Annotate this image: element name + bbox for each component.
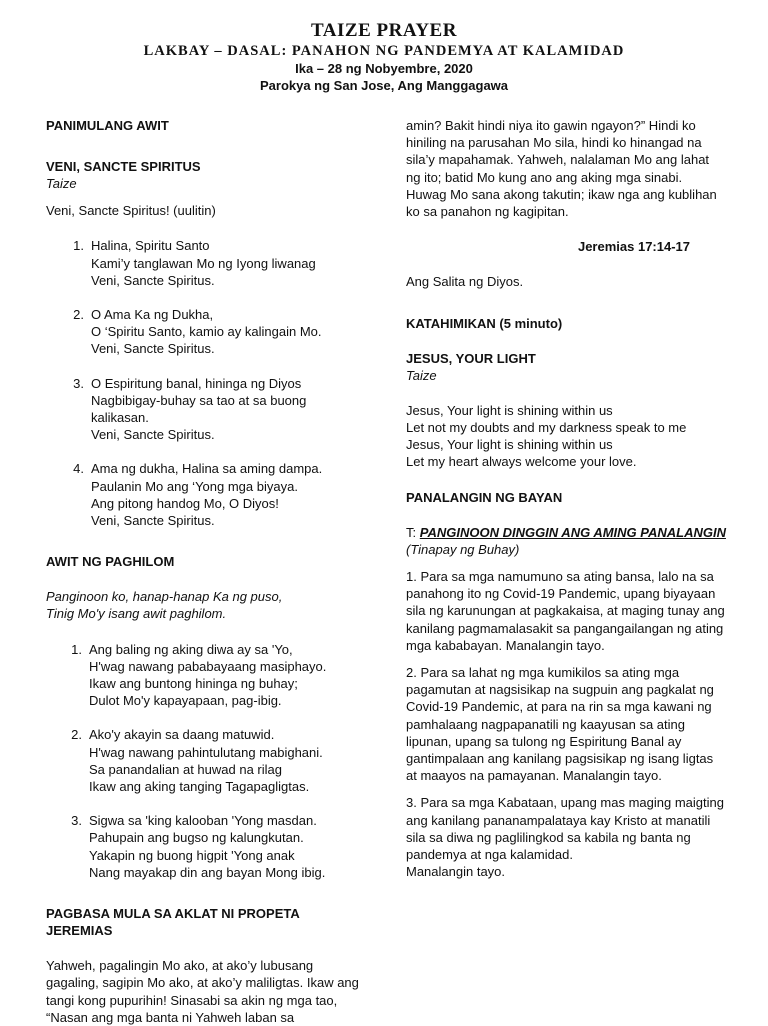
song-line: Let not my doubts and my darkness speak to me <box>406 420 687 436</box>
verse-item <box>64 641 362 710</box>
verse-line: Ang baling ng aking diwa ay sa 'Yo, <box>89 641 293 657</box>
section-heading-silence: KATAHIMIKAN (5 minuto) <box>406 315 563 331</box>
document-header <box>0 20 768 94</box>
verse-line: Nang mayakap din ang bayan Mong ibig. <box>89 864 326 880</box>
prayer-intention: 3. Para sa mga Kabataan, upang mas maging maigting ang kanilang pananampalataya kay Kristo at manatili sila sa diwa ng paglilingkod sa kabila ng banta ng pandemya at nga kalamidad. <box>406 795 724 863</box>
verse-number: 3. <box>73 375 84 391</box>
song-line: Jesus, Your light is shining within us <box>406 402 613 418</box>
verse-line: Ikaw ang buntong hininga ng buhay; <box>89 676 298 692</box>
response-prefix: T: <box>406 524 417 540</box>
verse-item <box>64 726 362 795</box>
verse-line: Sa panandalian at huwad na rilag <box>89 761 282 777</box>
verse-item <box>64 812 362 881</box>
verse-line: Yakapin ng buong higpit 'Yong anak <box>89 847 295 863</box>
verse-number: 2. <box>73 307 84 323</box>
verse-line: Ama ng dukha, Halina sa aming dampa. <box>91 461 323 477</box>
verse-line: O Espiritung banal, hininga ng Diyos <box>91 375 302 391</box>
section-heading-opening: PANIMULANG AWIT <box>46 118 169 133</box>
verse-number: 1. <box>73 238 84 254</box>
verse-line: Pahupain ang bugso ng kalungkutan. <box>89 830 304 846</box>
prayer-closing: Manalangin tayo. <box>406 864 506 880</box>
verse-line: Ako'y akayin sa daang matuwid. <box>89 727 275 743</box>
prayer-intention: 1. Para sa mga namumuno sa ating bansa, lalo na sa panahong ito ng Covid-19 Pandemic, upang biyayaan sila ng karunungan at pagkakaisa, at maging tunay ang kanilang pagmamalasakit sa pangangailangan ng ating mga kababayan. Manalangin tayo. <box>406 569 725 653</box>
page-title: TAIZE PRAYER <box>311 20 457 41</box>
reading-acclamation: Ang Salita ng Diyos. <box>406 274 524 290</box>
section-heading-reading: PAGBASA MULA SA AKLAT NI PROPETA JEREMIAS <box>46 906 300 939</box>
song-title-veni: VENI, SANCTE SPIRITUS <box>46 159 201 174</box>
reading-text: Yahweh, pagalingin Mo ako, at ako’y lubusang gagaling, sagipin Mo ako, at ako’y maliligtas. Ikaw ang tangi kong pupurihin! Sinasabi sa akin ng mga tao, “Nasan ang mga banta ni Yahweh laban sa <box>46 958 359 1025</box>
verse-line: H'wag nawang pahintulutang mabighani. <box>89 744 323 760</box>
song-title-jesus: JESUS, YOUR LIGHT <box>406 350 536 366</box>
song-refrain: Veni, Sancte Spiritus! (uulitin) <box>46 203 216 219</box>
verse-line: Dulot Mo'y kapayapaan, pag-ibig. <box>89 693 282 709</box>
verse-line: O ‘Spiritu Santo, kamio ay kalingain Mo. <box>91 324 322 340</box>
verse-number: 2. <box>71 727 82 743</box>
verse-line: Ang pitong handog Mo, O Diyos! <box>91 495 279 511</box>
reading-text-continued: amin? Bakit hindi niya ito gawin ngayon?” Hindi ko hiniling na parusahan Mo sila, hindi ko hinangad na sila’y mapahamak. Yahweh, nalalaman Mo ang lahat ng ito; batid Mo kung ano ang aking mga sinabi. Huwag Mo sana akong takutin; ikaw nga ang kublihan ko sa panahon ng kagipitan. <box>406 118 717 220</box>
verse-line: Sigwa sa 'king kalooban 'Yong masdan. <box>89 813 317 829</box>
event-date: Ika – 28 ng Nobyembre, 2020 <box>295 61 473 76</box>
verse-line: Ikaw ang aking tanging Tagapagligtas. <box>89 779 310 795</box>
song-refrain-line: Panginoon ko, hanap-hanap Ka ng puso, <box>46 589 283 605</box>
song-composer: Taize <box>406 367 437 383</box>
reading-reference: Jeremias 17:14-17 <box>577 239 690 255</box>
song-composer: Taize <box>46 176 77 191</box>
verse-number: 1. <box>71 641 82 657</box>
verse-line: Veni, Sancte Spiritus. <box>91 341 215 357</box>
verse-line: H'wag nawang pababayaang masiphayo. <box>89 658 327 674</box>
verse-line: Halina, Spiritu Santo <box>91 238 210 254</box>
verse-line: Nagbibigay-buhay sa tao at sa buong kalikasan. <box>91 392 307 426</box>
verse-line: O Ama Ka ng Dukha, <box>91 307 214 323</box>
song-verses <box>64 641 362 881</box>
prayer-response <box>406 524 726 558</box>
verse-line: Kami’y tanglawan Mo ng Iyong liwanag <box>91 255 316 271</box>
verse-line: Veni, Sancte Spiritus. <box>91 427 215 443</box>
verse-item <box>66 306 362 358</box>
parish-name: Parokya ng San Jose, Ang Manggagawa <box>259 78 509 93</box>
verse-item <box>66 237 362 289</box>
section-heading-prayers: PANALANGIN NG BAYAN <box>406 489 563 505</box>
song-line: Let my heart always welcome your love. <box>406 454 637 470</box>
verse-number: 4. <box>73 461 84 477</box>
verse-number: 3. <box>71 813 82 829</box>
verse-item <box>66 460 362 529</box>
verse-item <box>66 375 362 444</box>
response-note: (Tinapay ng Buhay) <box>406 541 520 557</box>
verse-line: Veni, Sancte Spiritus. <box>91 513 215 529</box>
prayer-intention: 2. Para sa lahat ng mga kumikilos sa ating mga pagamutan at nagsisikap na sugpuin ang pagkalat ng Covid-19 Pandemic, at para na rin sa mga kawani ng pamhalaang nagpapanatili ng kaayusan sa ating lipunan, upang sa tulong ng Espiritung Banal ay gantimpalaan ang kanilang pagsisikap ng isang ligtas at maayos na pamayanan. Manalangin tayo. <box>406 665 714 784</box>
song-line: Jesus, Your light is shining within us <box>406 437 613 453</box>
song-title-awit: AWIT NG PAGHILOM <box>46 554 175 570</box>
verse-line: Paulanin Mo ang ‘Yong mga biyaya. <box>91 478 298 494</box>
song-refrain-line: Tinig Mo'y isang awit paghilom. <box>46 606 227 622</box>
song-verses <box>66 237 362 529</box>
verse-line: Veni, Sancte Spiritus. <box>91 272 215 288</box>
response-text: PANGINOON DINGGIN ANG AMING PANALANGIN <box>419 524 726 540</box>
left-column <box>46 117 362 1026</box>
page-subtitle: LAKBAY – DASAL: PANAHON NG PANDEMYA AT KALAMIDAD <box>143 43 625 59</box>
right-column <box>406 117 726 881</box>
